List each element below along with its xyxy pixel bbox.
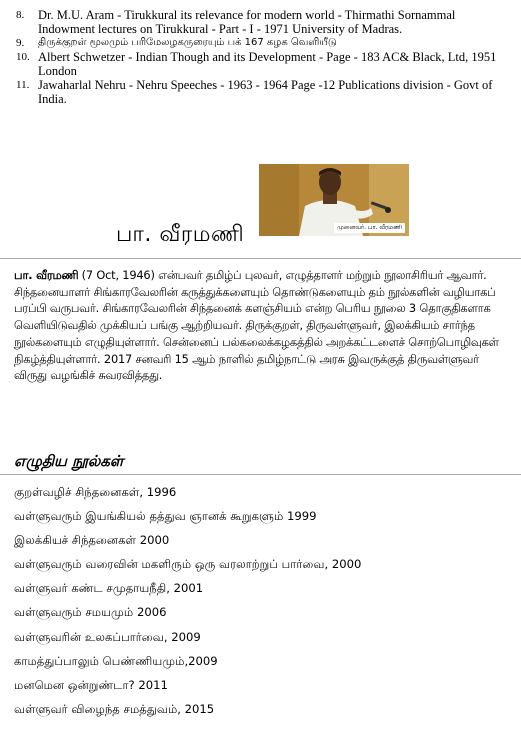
reference-number: 9. xyxy=(16,37,25,49)
book-item: வள்ளுவர் விழைந்த சமத்துவம், 2015 xyxy=(14,701,215,716)
book-item: மனமென ஒன்றுண்டா? 2011 xyxy=(14,677,168,692)
bio-text: (7 Oct, 1946) என்பவர் தமிழ்ப் புலவர், எழுத்தாளர் மற்றும் நூலாசிரியர் ஆவார். சிந்தனையாளர் சிங்காரவேலரின் கருத்துக்களையும் தொண்டுகளையும் தம் நூல்களின் வழியாகப் பரப்பி வருபவர். சிங்காரவேலரின் சிந்தனைக் களஞ்சியம் என்ற பெரிய நூலை 3 தொகுதிகளாக வெளியிடுவதில் முக்கியப் பங்கு ஆற்றியவர். திருக்குறள், திருவள்ளுவர், இலக்கியம் சார்ந்த நூல்களையும் எழுதியுள்ளார். சென்னைப் பல்கலைக்கழகத்தில் அறக்கட்டளைச் சொற்பொழிவுகள் நிகழ்த்தியுள்ளார். 2017 சனவரி 15 ஆம் நாளில் தமிழ்நாட்டு அரசு இவருக்குத் திருவள்ளுவர் விருது வழங்கிச் சுவரவித்தது. xyxy=(14,268,499,383)
books-section-title: எழுதிய நூல்கள் xyxy=(14,452,124,470)
book-item: இலக்கியச் சிந்தனைகள் 2000 xyxy=(14,533,170,548)
divider xyxy=(0,258,521,259)
reference-number: 11. xyxy=(16,79,30,91)
reference-text: Jawaharlal Nehru - Nehru Speeches - 1963 - 1964 Page -12 Publications division - Govt of India. xyxy=(38,78,493,106)
book-item: குறள்வழிச் சிந்தனைகள், 1996 xyxy=(14,485,177,499)
book-item: காமத்துப்பாலும் பெண்ணியமும்,2009 xyxy=(14,653,218,668)
author-name-heading: பா. வீரமணி xyxy=(116,222,245,247)
reference-item xyxy=(14,78,514,106)
reference-text: Dr. M.U. Aram - Tirukkural its relevance for modern world - Thirmathi Sornammal Indowment lectures on Tirukkural - Part - I - 1971 University of Madras. xyxy=(38,8,456,36)
reference-text: திருக்குறள் மூலமும் பரிமேலழகருரையும் பக் 167 கழக வெளியீடு xyxy=(38,37,337,48)
reference-number: 8. xyxy=(16,9,25,21)
reference-item xyxy=(14,8,514,36)
book-item: வள்ளுவரும் இயங்கியல் தத்துவ ஞானக் கூறுகளும் 1999 xyxy=(14,509,317,524)
reference-number: 10. xyxy=(16,51,30,63)
author-bio xyxy=(14,267,514,384)
reference-item xyxy=(14,50,514,78)
book-item: வள்ளுவரும் வரைவின் மகளிரும் ஒரு வரலாற்றுப் பார்வை, 2000 xyxy=(14,557,362,572)
reference-text: Albert Schwetzer - Indian Though and its Development - Page - 183 AC& Black, Ltd, 1951 London xyxy=(38,50,497,78)
divider xyxy=(0,474,521,475)
bio-name: பா. வீரமணி xyxy=(14,268,79,282)
books-list xyxy=(14,484,514,725)
reference-item xyxy=(14,36,514,50)
book-item: வள்ளுவரும் சமயமும் 2006 xyxy=(14,605,167,620)
author-photo xyxy=(259,164,409,236)
reference-list xyxy=(14,8,514,106)
book-item: வள்ளுவர் கண்ட சமுதாயநீதி, 2001 xyxy=(14,581,204,596)
book-item: வள்ளுவரின் உலகப்பார்வை, 2009 xyxy=(14,629,201,644)
photo-caption: முனைவர். பா. வீரமணி xyxy=(334,223,405,233)
